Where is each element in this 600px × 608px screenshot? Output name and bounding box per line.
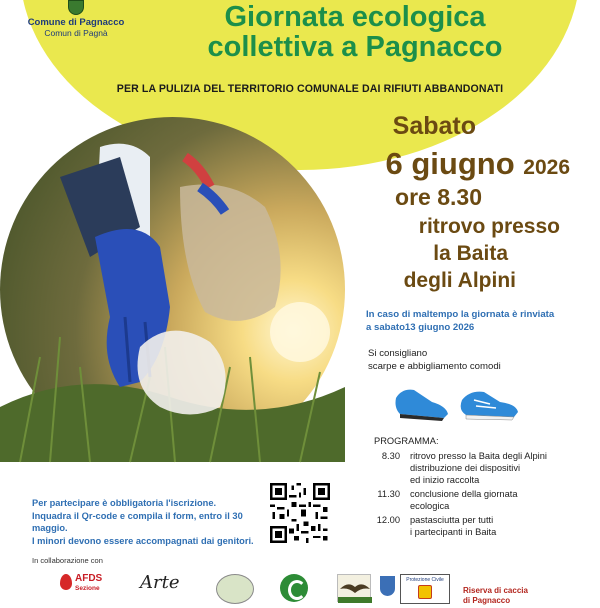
clothing-advice bbox=[368, 347, 593, 373]
recycle-icon bbox=[280, 574, 308, 602]
program-item bbox=[374, 514, 594, 538]
event-date bbox=[386, 146, 571, 182]
program-item bbox=[374, 450, 594, 486]
weather-line-1: In caso di maltempo la giornata è rinviata bbox=[366, 309, 555, 320]
event-day: Sabato bbox=[392, 112, 476, 140]
program-section bbox=[374, 435, 594, 540]
title-line-2: collettiva a Pagnacco bbox=[207, 31, 503, 63]
program-time: 12.00 bbox=[376, 515, 400, 525]
program-line: pastasciutta per tutti bbox=[410, 515, 494, 525]
sponsor-logos bbox=[0, 568, 600, 605]
civil-protection-icon bbox=[418, 585, 432, 599]
eagle-logo bbox=[337, 574, 371, 602]
registration-line-3: I minori devono essere accompagnati dai genitori. bbox=[32, 535, 254, 546]
pc-label-1: Protezione Civile bbox=[406, 577, 444, 583]
arte-logo: Arte bbox=[140, 572, 180, 593]
event-year: 2026 bbox=[523, 156, 570, 179]
meeting-point-line-3: degli Alpini bbox=[403, 269, 516, 292]
page-title bbox=[140, 2, 570, 62]
program-item bbox=[374, 488, 594, 512]
riserva-line-1: Riserva di caccia bbox=[463, 586, 528, 595]
eagle-icon bbox=[338, 575, 372, 603]
alpini-group-logo bbox=[216, 574, 254, 604]
program-time: 11.30 bbox=[377, 489, 400, 499]
weather-line-2: a sabato13 giugno 2026 bbox=[366, 322, 475, 333]
sneakers-icon bbox=[392, 380, 522, 422]
municipality-logo bbox=[26, 0, 126, 38]
meeting-point-line-2: la Baita bbox=[433, 242, 508, 265]
collaboration-label: In collaborazione con bbox=[32, 556, 103, 565]
program-line: i partecipanti in Baita bbox=[410, 527, 497, 537]
riserva-caccia-label bbox=[463, 586, 528, 606]
advice-line-1: Si consigliano bbox=[368, 348, 428, 359]
registration-notice bbox=[32, 497, 272, 547]
program-description bbox=[410, 514, 594, 538]
meeting-point-line-1: ritrovo presso bbox=[418, 215, 560, 238]
afds-label: AFDS bbox=[75, 573, 103, 584]
afds-logo bbox=[60, 574, 102, 595]
bad-weather-notice bbox=[366, 308, 591, 334]
municipal-shield-icon bbox=[380, 576, 395, 596]
title-line-1: Giornata ecologica bbox=[224, 1, 486, 33]
logo-name: Comune di Pagnacco bbox=[27, 17, 125, 28]
logo-name-friulian: Comun di Pagnà bbox=[44, 28, 108, 38]
program-line: conclusione della giornata bbox=[410, 489, 518, 499]
qr-code[interactable] bbox=[270, 483, 330, 543]
protezione-civile-logo bbox=[400, 574, 450, 604]
coat-of-arms-icon bbox=[68, 0, 84, 15]
page-subtitle: PER LA PULIZIA DEL TERRITORIO COMUNALE DAI RIFIUTI ABBANDONATI bbox=[116, 83, 504, 95]
advice-line-2: scarpe e abbigliamento comodi bbox=[368, 361, 501, 372]
program-description bbox=[410, 450, 594, 486]
gloved-hand-picking-litter-image bbox=[0, 117, 345, 462]
program-header: PROGRAMMA: bbox=[374, 436, 439, 446]
cleanup-photo bbox=[0, 117, 345, 462]
program-line: ed inizio raccolta bbox=[410, 475, 480, 485]
program-time: 8.30 bbox=[381, 451, 400, 461]
riserva-line-2: di Pagnacco bbox=[463, 596, 511, 605]
registration-line-1: Per partecipare è obbligatoria l'iscrizione. bbox=[32, 498, 217, 508]
registration-line-2: Inquadra il Qr-code e compila il form, entro il 30 maggio. bbox=[32, 510, 243, 533]
program-description bbox=[410, 488, 594, 512]
event-date-day-month: 6 giugno bbox=[385, 146, 515, 181]
event-time: ore 8.30 bbox=[395, 184, 482, 210]
program-line: distribuzione dei dispositivi bbox=[410, 463, 521, 473]
afds-sub-label: Sezione bbox=[75, 585, 100, 592]
program-line: ecologica bbox=[410, 501, 450, 511]
blood-drop-icon bbox=[60, 574, 72, 590]
afds-name bbox=[75, 574, 102, 594]
program-line: ritrovo presso la Baita degli Alpini bbox=[410, 451, 547, 461]
